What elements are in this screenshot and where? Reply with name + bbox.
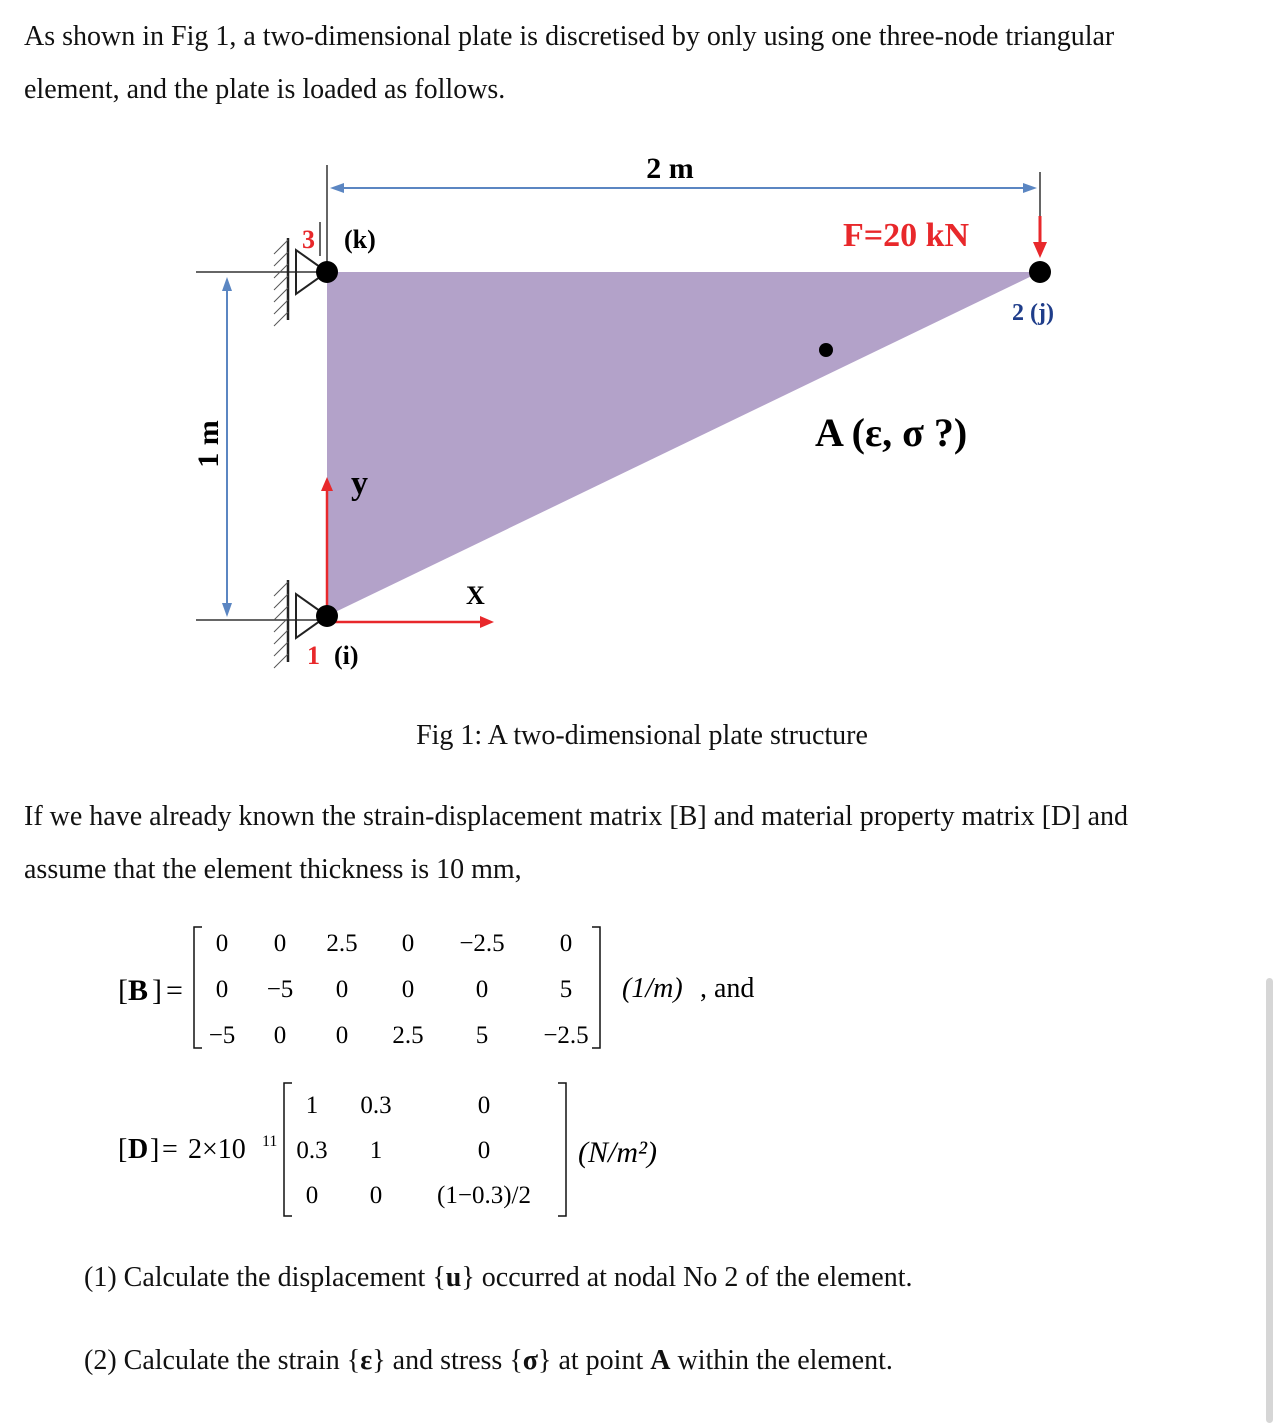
y-axis-label: y xyxy=(351,465,368,502)
force-arrow-head xyxy=(1033,242,1047,258)
matrix-d-cell-r1-c2: 0.3 xyxy=(360,1092,392,1119)
matrix-d-cell-r2-c2: 1 xyxy=(369,1137,383,1164)
matrix-b-cell-r3-c2: 0 xyxy=(273,1022,287,1049)
height-label: 1 m xyxy=(192,420,225,468)
svg-text:[: [ xyxy=(118,974,128,1007)
svg-text:]: ] xyxy=(150,1134,160,1165)
question-1: (1) Calculate the displacement {u} occurred at nodal No 2 of the element. xyxy=(84,1262,913,1293)
q1-symbol: u xyxy=(445,1262,462,1293)
matrix-d-unit: (N/m²) xyxy=(578,1136,657,1169)
matrix-b-cell-r3-c4: 2.5 xyxy=(392,1022,424,1049)
node-2 xyxy=(1029,261,1051,283)
matrix-b-right-bracket xyxy=(592,927,600,1048)
matrix-b-name: B xyxy=(128,974,149,1007)
intro-line-2: element, and the plate is loaded as follows. xyxy=(24,74,506,105)
node-2-label: 2 (j) xyxy=(1012,300,1054,326)
matrix-d-name: D xyxy=(128,1134,149,1165)
node-3-number: 3 xyxy=(302,225,315,254)
vertical-scrollbar[interactable] xyxy=(1266,978,1273,1423)
matrix-d-lhs xyxy=(118,1133,277,1165)
svg-text:[: [ xyxy=(118,1134,128,1165)
x-axis-label: X xyxy=(466,581,485,610)
matrix-b-cell-r3-c1: −5 xyxy=(208,1022,236,1049)
matrix-d-cell-r1-c3: 0 xyxy=(477,1092,491,1119)
matrix-d-cell-r3-c2: 0 xyxy=(369,1182,383,1209)
plate-figure xyxy=(0,130,1284,730)
width-arrow-right xyxy=(1023,183,1037,193)
matrix-d-exponent: 11 xyxy=(262,1133,278,1150)
matrix-b-left-bracket xyxy=(194,927,202,1048)
q2-symbol-strain: ε xyxy=(360,1345,373,1376)
q2-point: A xyxy=(650,1345,671,1376)
matrix-b-cell-r3-c5: 5 xyxy=(475,1022,489,1049)
given-line-1: If we have already known the strain-displacement matrix [B] and material property matrix [D] and xyxy=(24,801,1129,832)
figure-caption: Fig 1: A two-dimensional plate structure xyxy=(416,720,868,751)
matrix-b-cell-r2-c2: −5 xyxy=(266,976,294,1003)
matrix-d-cell-r1-c1: 1 xyxy=(305,1092,319,1119)
matrix-b-cell-r3-c3: 0 xyxy=(335,1022,349,1049)
matrix-d-right-bracket xyxy=(558,1083,566,1216)
node-3-id: (k) xyxy=(344,225,376,254)
height-arrow-top xyxy=(222,277,232,291)
node-1-number: 1 xyxy=(307,641,320,670)
matrix-b-cells xyxy=(209,930,589,1049)
force-label: F=20 kN xyxy=(843,217,970,254)
matrices xyxy=(0,910,1284,1240)
point-a-label: A (ε, σ ?) xyxy=(815,410,968,455)
matrix-b-cell-r1-c1: 0 xyxy=(215,930,229,957)
node-1-id: (i) xyxy=(334,641,359,670)
intro-line-1: As shown in Fig 1, a two-dimensional plate is discretised by only using one three-node triangular xyxy=(24,21,1115,52)
matrix-b-suffix: , and xyxy=(700,973,755,1004)
matrix-b-cell-r2-c4: 0 xyxy=(401,976,415,1003)
node-1 xyxy=(316,605,338,627)
matrix-b-cell-r1-c3: 2.5 xyxy=(326,930,358,957)
matrix-d-cell-r2-c3: 0 xyxy=(477,1137,491,1164)
width-label: 2 m xyxy=(646,152,694,185)
matrix-b-cell-r1-c2: 0 xyxy=(273,930,287,957)
given-paragraph xyxy=(24,790,1244,896)
matrix-d-cell-r2-c1: 0.3 xyxy=(296,1137,328,1164)
svg-text:=: = xyxy=(166,974,183,1007)
matrix-b-cell-r2-c5: 0 xyxy=(475,976,489,1003)
intro-paragraph xyxy=(24,10,1244,116)
matrix-b-cell-r1-c5: −2.5 xyxy=(459,930,505,957)
matrix-b-cell-r2-c3: 0 xyxy=(335,976,349,1003)
point-a-marker xyxy=(819,343,833,357)
matrix-b-cell-r1-c4: 0 xyxy=(401,930,415,957)
pin-support-top xyxy=(274,238,327,326)
matrix-b-lhs xyxy=(118,974,183,1007)
matrix-b-cell-r2-c6: 5 xyxy=(559,976,573,1003)
matrix-d-factor: 2×10 xyxy=(188,1134,246,1165)
svg-text:=: = xyxy=(162,1134,178,1165)
given-line-2: assume that the element thickness is 10 mm, xyxy=(24,854,522,885)
matrix-d-left-bracket xyxy=(284,1083,292,1216)
matrix-d-cells xyxy=(296,1092,531,1209)
svg-text:]: ] xyxy=(152,974,162,1007)
height-arrow-bottom xyxy=(222,603,232,617)
matrix-d-cell-r3-c1: 0 xyxy=(305,1182,319,1209)
x-axis-arrow xyxy=(480,616,494,628)
matrix-b-unit: (1/m) xyxy=(622,973,683,1004)
matrix-b-cell-r1-c6: 0 xyxy=(559,930,573,957)
width-arrow-left xyxy=(330,183,344,193)
matrix-b-cell-r3-c6: −2.5 xyxy=(543,1022,589,1049)
question-2: (2) Calculate the strain {ε} and stress {σ} at point A within the element. xyxy=(84,1345,893,1376)
q2-symbol-stress: σ xyxy=(522,1345,539,1376)
matrix-d-cell-r3-c3: (1−0.3)/2 xyxy=(437,1182,531,1209)
node-3 xyxy=(316,261,338,283)
matrix-b-cell-r2-c1: 0 xyxy=(215,976,229,1003)
